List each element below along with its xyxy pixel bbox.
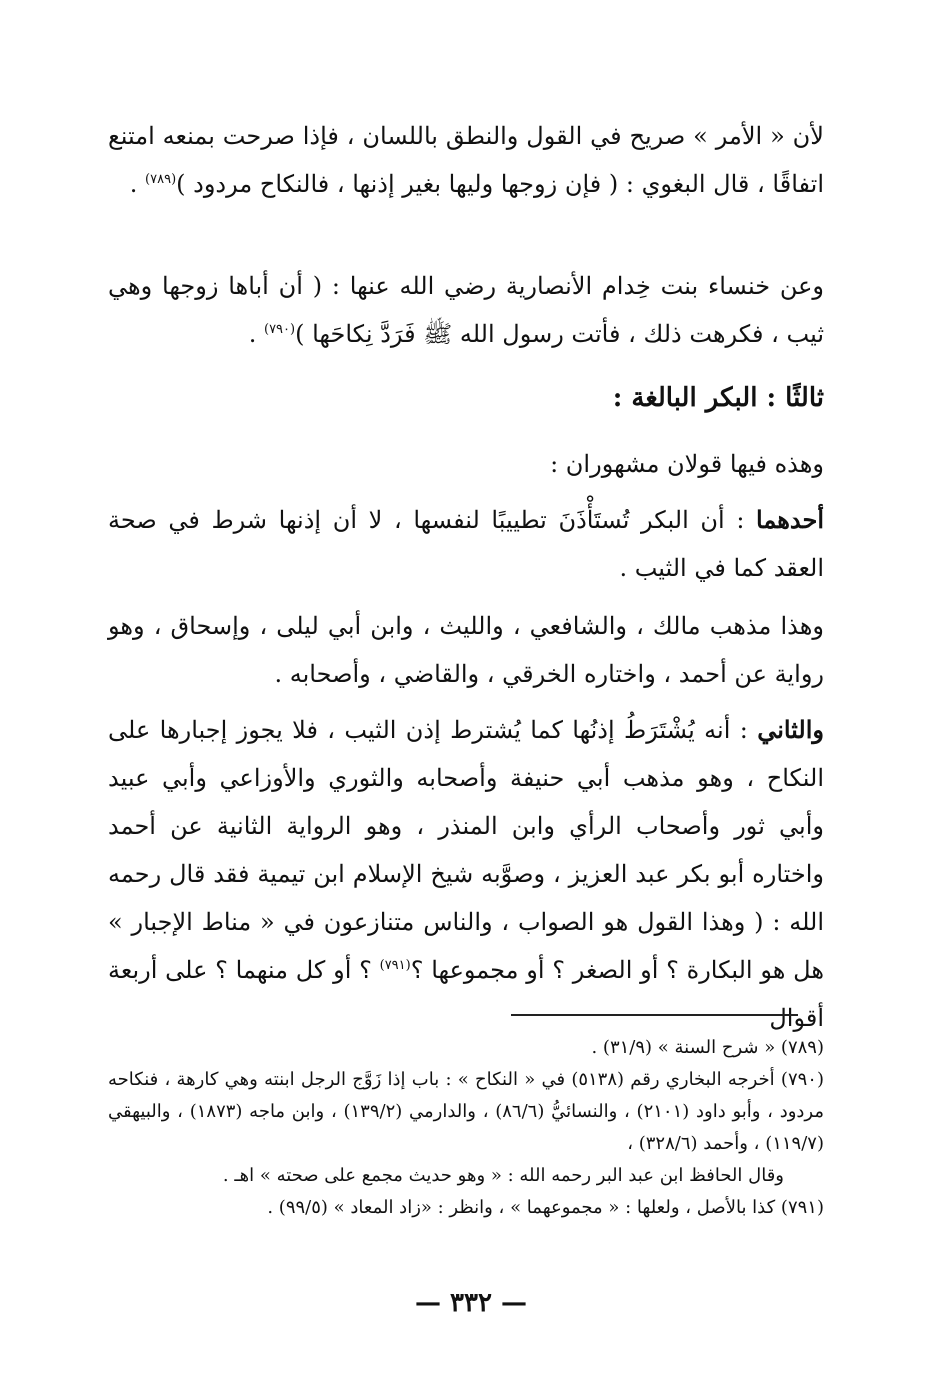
paragraph-6-text: : أنه يُشْتَرَطُ إذنُها كما يُشترط إذن الثيب ، فلا يجوز إجبارها على النكاح ، وهو مذهب أبي حنيفة وأصحابه والثوري والأوزاعي وأبي عبيد وأبي ثور وأصحاب الرأي وابن المنذر ، وهو الرواية الثانية عن أحمد واختاره أبو بكر عبد العزيز ، وصوَّبه شيخ الإسلام ابن تيمية فقد قال رحمه الله : ( وهذا القول هو الصواب ، والناس متنازعون في « مناط الإجبار » هل هو البكارة ؟ أو الصغر ؟ أو مجموعها ؟ [108,716,824,984]
paragraph-2 [108,262,824,358]
paragraph-3: وهذه فيها قولان مشهوران : [550,450,824,478]
section-heading: ثالثًا : البكر البالغة : [612,383,824,413]
paragraph-5: وهذا مذهب مالك ، والشافعي ، والليث ، وابن أبي ليلى ، وإسحاق ، وهو رواية عن أحمد ، واختاره الخرقي ، والقاضي ، وأصحابه . [108,612,824,688]
footnotes [108,1032,824,1224]
footnote-ref-789[interactable]: (٧٨٩) [145,172,177,187]
paragraph-1-end: . [129,170,146,198]
footnote-ref-790[interactable]: (٧٩٠) [264,322,296,337]
footnote-divider [511,1014,798,1016]
paragraph-2-text: وعن خنساء بنت خِدام الأنصارية رضي الله عنها : ( أن أباها زوجها وهي ثيب ، فكرهت ذلك ، فأتت رسول الله ﷺ فَرَدَّ نِكاحَها ) [108,272,824,348]
page-number: — ٣٣٢ — [414,1288,528,1318]
paragraph-4 [108,496,824,592]
paragraph-2-end: . [248,320,264,348]
footnote-ref-791[interactable]: (٧٩١) [379,958,411,973]
paragraph-1 [108,112,824,208]
footnote-791: (٧٩١) كذا بالأصل ، ولعلها : « مجموعهما » ، وانظر : «زاد المعاد » (٩٩/٥) . [267,1197,824,1218]
paragraph-1-text: لأن « الأمر » صريح في القول والنطق باللسان ، فإذا صرحت بمنعه امتنع اتفاقًا ، قال البغوي : ( فإن زوجها وليها بغير إذنها ، فالنكاح مردود ) [108,122,824,198]
paragraph-6-lead: والثاني [757,715,824,744]
footnote-790-continuation: وقال الحافظ ابن عبد البر رحمه الله : « وهو حديث مجمع على صحته » اهـ . [222,1165,784,1186]
paragraph-6-end: ؟ أو كل منهما ؟ على أربعة أقوال [108,956,824,1032]
paragraph-4-text: : أن البكر تُستَأْذَنَ تطييبًا لنفسها ، لا أن إذنها شرط في صحة العقد كما في الثيب . [108,506,824,582]
paragraph-6 [108,706,824,1042]
paragraph-4-lead: أحدهما [756,505,824,534]
footnote-789: (٧٨٩) « شرح السنة » (٣١/٩) . [591,1037,824,1058]
footnote-790: (٧٩٠) أخرجه البخاري رقم (٥١٣٨) في « النكاح » : باب إذا زَوَّج الرجل ابنته وهي كارهة ، فنكاحه مردود ، وأبو داود (٢١٠١) ، والنسائيُّ (٨٦/٦) ، والدارمي (١٣٩/٢) ، وابن ماجه (١٨٧٣) ، والبيهقي (١١٩/٧) ، وأحمد (٣٢٨/٦) ، [108,1069,825,1154]
